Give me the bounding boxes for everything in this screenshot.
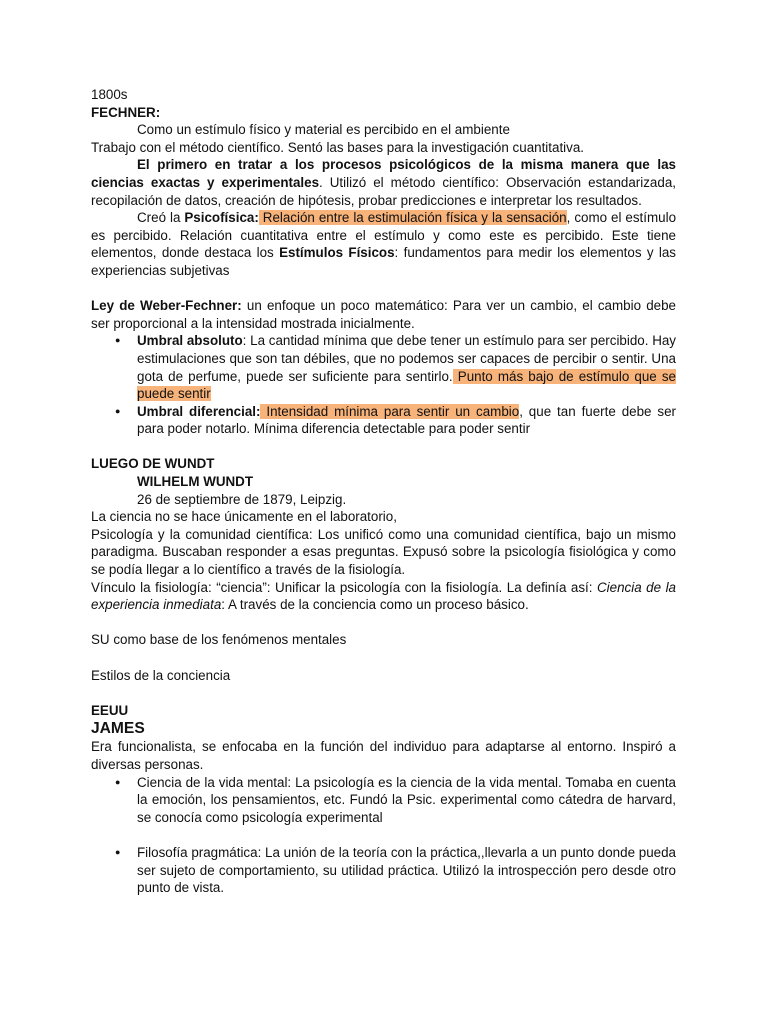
fechner-paragraph-3 (91, 156, 676, 209)
james-list-2 (91, 844, 676, 897)
weber-fechner-paragraph (91, 297, 676, 332)
wundt-name: WILHELM WUNDT (137, 474, 254, 490)
weber-fechner-term: Ley de Weber-Fechner: (91, 298, 242, 314)
blank-line (91, 649, 676, 667)
blank-line (91, 826, 676, 844)
umbral-absoluto-text: : La cantidad mínima que debe tener un estímulo para ser percibido. Hay estimulaciones que son tan débiles, que no podemos ser capaces de percibir o sentir. Una gota de perfume, puede ser suficiente para sentirlo. (137, 333, 677, 384)
james-text: Era funcionalista, se enfocaba en la función del individuo para adaptarse al entorno. Inspiró a diversas personas. (91, 739, 676, 772)
wundt-definition-italic: Ciencia de la experiencia inmediata (91, 579, 676, 613)
list-item-umbral-diferencial (137, 403, 676, 438)
wundt-line-1: La ciencia no se hace únicamente en el laboratorio, (91, 509, 397, 525)
umbral-list (91, 332, 676, 438)
james-list (91, 774, 676, 827)
wundt-line-4: SU como base de los fenómenos mentales (91, 632, 347, 648)
wundt-date: 26 de septiembre de 1879, Leipzig. (137, 491, 347, 507)
fechner-p3-bold: El primero en tratar a los procesos psicológicos de la misma manera que las ciencias exactas y experimentales (91, 157, 676, 190)
psicofisica-highlight: Relación entre la estimulación física y la sensación (258, 210, 567, 226)
james-heading: JAMES (91, 720, 145, 738)
list-item-umbral-absoluto (137, 332, 676, 402)
fechner-p3-rest: . Utilizó el método científico: Observación estandarizada, recopilación de datos, creación de hipótesis, probar predicciones e interpretar los resultados. (91, 174, 676, 208)
wundt-line-3-a: Vínculo la fisiología: “ciencia”: Unificar la psicología con la fisiología. La definía así: (91, 579, 597, 595)
blank-line (91, 280, 676, 298)
fechner-p4-c: : fundamentos para medir los elementos y las experiencias subjetivas (91, 245, 676, 278)
umbral-diferencial-term: Umbral diferencial: (137, 403, 261, 419)
blank-line (91, 684, 676, 702)
fechner-heading: FECHNER: (91, 104, 161, 120)
fechner-line-1: Como un estímulo físico y material es percibido en el ambiente (137, 122, 510, 138)
fechner-paragraph-4 (91, 209, 676, 279)
list-item-filosofia-pragmatica: ● Filosofía pragmática: La unión de la teoría con la práctica,,llevarla a un punto donde pueda ser sujeto de comportamiento, su utilidad práctica. Utilizó la introspección pero desde otro punto de vista. (137, 844, 676, 897)
umbral-absoluto-term: Umbral absoluto (137, 333, 243, 349)
fechner-p4-b: , como el estímulo es percibido. Relación cuantitativa entre el estímulo y como este es percibido. Este tiene elementos, donde destaca los (91, 210, 677, 261)
umbral-diferencial-highlight: Intensidad mínima para sentir un cambio (260, 403, 520, 419)
wundt-section-heading: LUEGO DE WUNDT (91, 456, 215, 472)
psicofisica-term: Psicofísica: (184, 210, 259, 226)
umbral-absoluto-highlight: Punto más bajo de estímulo que se puede sentir (137, 368, 676, 402)
era-label: 1800s (91, 87, 128, 102)
list-item-vida-mental: ● Ciencia de la vida mental: La psicología es la ciencia de la vida mental. Tomaba en cuenta la emoción, los pensamientos, etc. Fundó la Psic. experimental como cátedra de harvard, se conocía como psicología experimental (137, 774, 676, 827)
blank-line (91, 438, 676, 456)
umbral-diferencial-text: , que tan fuerte debe ser para poder notarlo. Mínima diferencia detectable para poder sentir (137, 403, 676, 437)
eeuu-heading: EEUU (91, 702, 129, 718)
fechner-line-2: Trabajo con el método científico. Sentó las bases para la investigación cuantitativa. (91, 139, 585, 155)
wundt-line-2: Psicología y la comunidad científica: Los unificó como una comunidad científica, bajo un mismo paradigma. Buscaban responder a esas preguntas. Expusó sobre la psicología fisiológica y como se podía llegar a lo científico a través de la fisiología. (91, 526, 676, 578)
wundt-line-5: Estilos de la conciencia (91, 667, 231, 683)
wundt-line-3 (91, 579, 676, 614)
estimulos-fisicos-term: Estímulos Físicos (279, 245, 395, 261)
fechner-p4-a: Creó la (137, 210, 185, 226)
wundt-line-3-b: : A través de la conciencia como un proceso básico. (221, 597, 529, 613)
weber-fechner-text: un enfoque un poco matemático: Para ver un cambio, el cambio debe ser proporcional a la intensidad mostrada inicialmente. (91, 298, 676, 331)
blank-line (91, 614, 676, 632)
